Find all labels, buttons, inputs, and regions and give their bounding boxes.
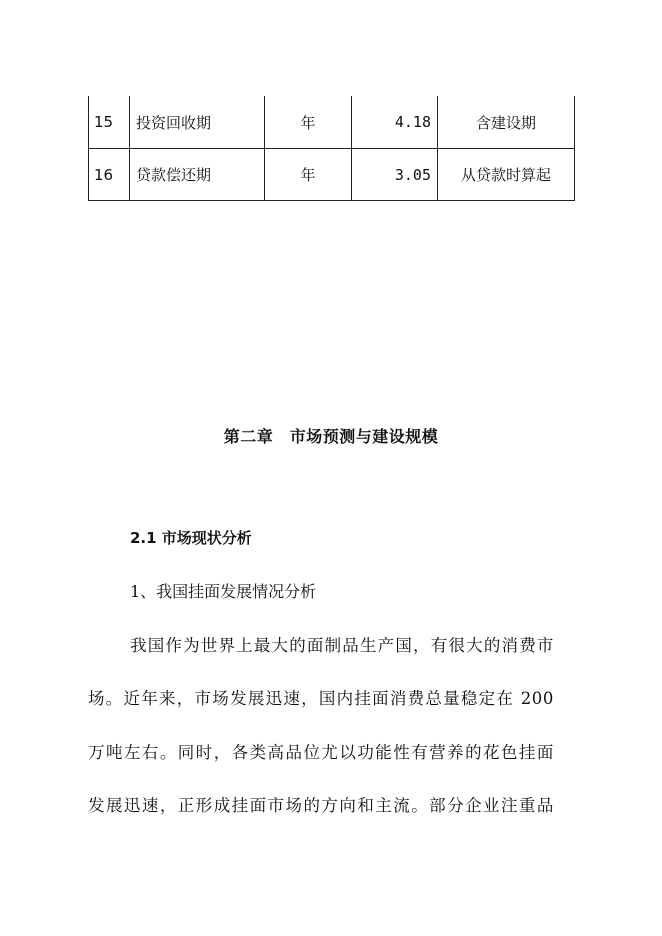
indicator-table-fragment — [88, 96, 574, 201]
item-name: 贷款偿还期 — [130, 149, 265, 201]
item-value: 4.18 — [352, 96, 438, 149]
item-name: 投资回收期 — [130, 96, 265, 149]
table-row — [89, 96, 575, 149]
section-title: 2.1 市场现状分析 — [130, 529, 252, 547]
indicator-table — [88, 96, 575, 201]
paragraph-line: 场。近年来，市场发展迅速，国内挂面消费总量稳定在 200 — [88, 689, 554, 708]
row-number: 16 — [89, 149, 130, 201]
row-number: 15 — [89, 96, 130, 149]
item-note: 从贷款时算起 — [438, 149, 575, 201]
item-note: 含建设期 — [438, 96, 575, 149]
table-row — [89, 149, 575, 201]
paragraph-line: 万吨左右。同时，各类高品位尤以功能性有营养的花色挂面 — [88, 743, 554, 762]
paragraph-line: 我国作为世界上最大的面制品生产国，有很大的消费市 — [130, 636, 554, 655]
item-unit: 年 — [265, 149, 352, 201]
subsection-title: 1、我国挂面发展情况分析 — [130, 582, 317, 601]
paragraph-line: 发展迅速，正形成挂面市场的方向和主流。部分企业注重品 — [88, 796, 554, 815]
item-value: 3.05 — [352, 149, 438, 201]
item-unit: 年 — [265, 96, 352, 149]
chapter-title: 第二章 市场预测与建设规模 — [223, 427, 439, 446]
